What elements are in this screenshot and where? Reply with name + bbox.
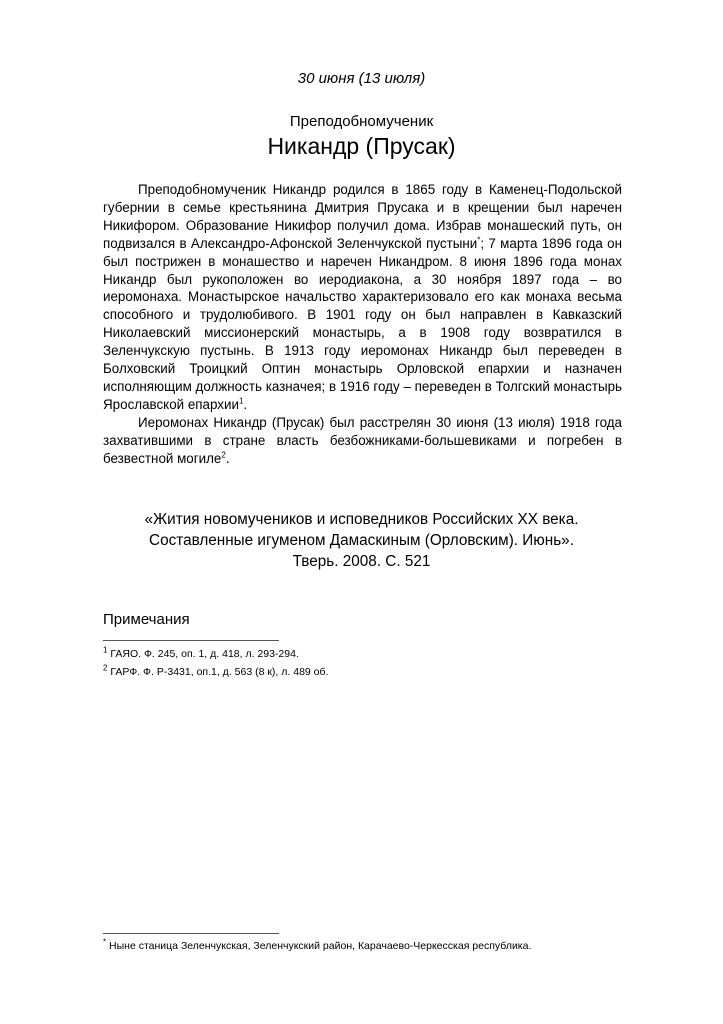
source-line-2: Составленные игуменом Дамаскиным (Орловским). Июнь». (149, 532, 574, 549)
note-2-mark: 2 (103, 663, 108, 673)
page-footnote-text: Ныне станица Зеленчукская, Зеленчукский район, Карачаево-Черкесская республика. (106, 940, 532, 952)
biography-text (103, 181, 622, 468)
footnote-ref-1: 1 (238, 396, 244, 406)
feast-date: 30 июня (13 июля) (297, 70, 426, 87)
page-footnote-divider (103, 933, 279, 934)
paragraph-1-part-1: Преподобномученик Никандр родился в 1865 году в Каменец-Подольской губернии в семье крестьянина Дмитрия Прусака и в крещении был наречен Никифором. Образование Никифор получил дома. Избрав монашеский путь, он подвизался в Александро-Афонской Зеленчукской пустыни (103, 182, 622, 251)
saint-rank: Преподобномученик (289, 113, 434, 130)
note-1-mark: 1 (103, 645, 108, 655)
notes-heading: Примечания (103, 611, 190, 628)
source-line-3: Тверь. 2008. С. 521 (292, 553, 431, 570)
paragraph-1-part-2: ; 7 марта 1896 года он был пострижен в монашество и наречен Никандром. 8 июня 1896 года монах Никандр был рукоположен во иеродиакона, а 30 ноября 1897 года – во иеромонаха. Монастырское начальство характеризовало его как монаха весьма способного и трудолюбивого. В 1901 году он был направлен в Кавказский Николаевский миссионерский монастырь, а в 1908 году возвратился в Зеленчукскую пустынь. В 1913 году иеромонах Никандр был переведен в Болховский Троицкий Оптин монастырь Орловской епархии и назначен исполняющим должность казначея; в 1916 году – переведен в Толгский монастырь Ярославской епархии (103, 235, 623, 412)
notes-divider (103, 640, 279, 641)
paragraph-2-part-2: . (225, 450, 230, 466)
note-1-text: ГАЯО. Ф. 245, оп. 1, д. 418, л. 293-294. (107, 648, 299, 660)
paragraph-2-part-1: Иеромонах Никандр (Прусак) был расстрелян 30 июня (13 июля) 1918 года захватившими в стране власть безбожниками-большевиками и погребен в безвестной могиле (103, 414, 622, 466)
paragraph-1-part-3: . (243, 396, 248, 412)
page-footnote-mark: * (103, 937, 107, 947)
page-footnote (103, 937, 532, 952)
saint-name: Никандр (Прусак) (267, 133, 456, 159)
footnote-ref-star: * (477, 235, 481, 245)
footnote-ref-2: 2 (221, 450, 226, 460)
paragraph-2 (103, 414, 622, 468)
note-2-text: ГАРФ. Ф. Р-3431, оп.1, д. 563 (8 к), л. 489 об. (107, 666, 329, 678)
paragraph-1 (103, 181, 622, 414)
source-citation (0, 509, 723, 572)
source-line-1: «Жития новомучеников и исповедников Российских ХХ века. (144, 511, 579, 528)
note-2 (103, 663, 329, 678)
note-1 (103, 645, 299, 660)
